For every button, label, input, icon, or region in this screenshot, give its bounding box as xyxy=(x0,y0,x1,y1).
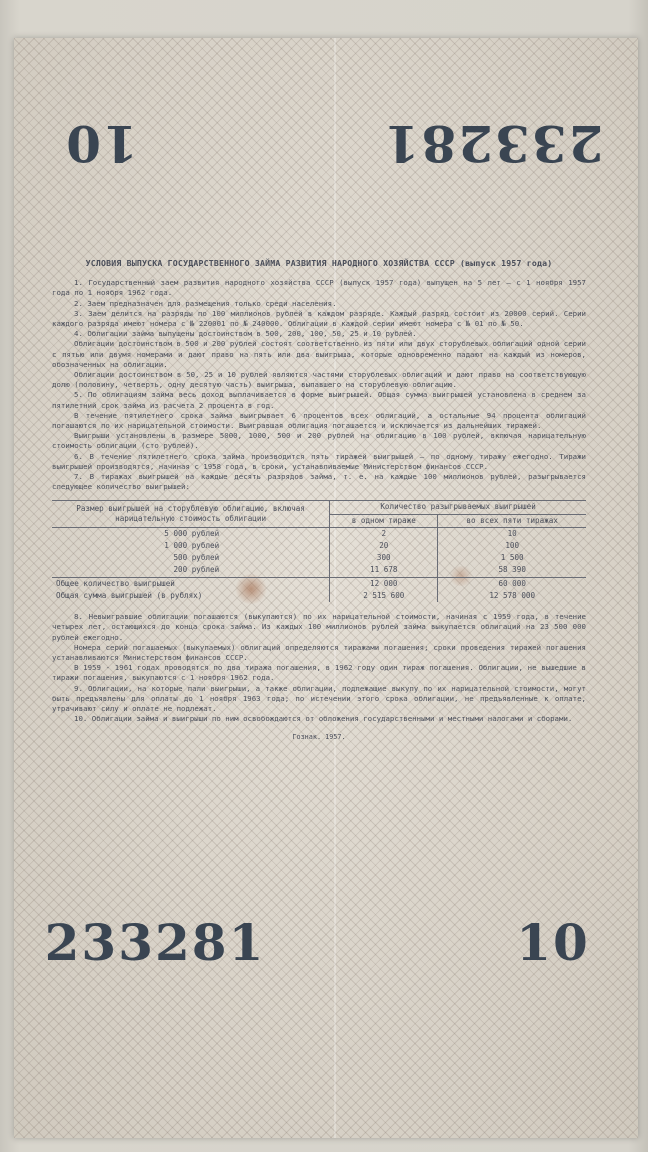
row-one-draw: 300 xyxy=(330,552,438,564)
conditions-title: УСЛОВИЯ ВЫПУСКА ГОСУДАРСТВЕННОГО ЗАЙМА РАЗВИТИЯ НАРОДНОГО ХОЗЯЙСТВА СССР (выпуск 1957 года) xyxy=(85,258,553,268)
conditions-text xyxy=(52,258,586,743)
paragraph: Облигации достоинством в 500 и 200 рублей состоят соответственно из пяти или двух сторублевых облигаций одной серии с пятью или двумя номерами и дают право на пять или два выигрыша, которые одновременно падают на каждый из номеров, обозначенных на облигации. xyxy=(52,339,586,369)
paragraph: 9. Облигации, на которые пали выигрыши, а также облигации, подлежащие выкупу по их нарицательной стоимости, могут быть предъявлены для оплаты до 1 ноября 1963 года; по истечении этого срока облигации, не предъявленные к оплате, утрачивают силу и оплате не подлежат. xyxy=(52,683,586,713)
column-header-one-draw: в одном тираже xyxy=(330,514,438,527)
paragraph: Выигрыши установлены в размере 5000, 1000, 500 и 200 рублей на облигацию в 100 рублей, включая нарицательную стоимость облигации (сто рублей). xyxy=(52,431,586,451)
table-total-row xyxy=(52,577,586,590)
row-one-draw: 20 xyxy=(330,540,438,552)
serial-number-bottom: 233281 xyxy=(44,913,266,972)
row-all-draws: 10 xyxy=(438,527,586,540)
paragraph: 3. Заем делится на разряды по 100 миллионов рублей в каждом разряде. Каждый разряд состоит из 20000 серий. Серии каждого разряда имеют номера с № 220001 по № 240000. Облигации в каждой серии имеют номера с № 01 по № 50. xyxy=(52,308,586,329)
total-count-one: 12 000 xyxy=(330,577,438,590)
printer-imprint: Гознак. 1957. xyxy=(292,733,346,742)
table-row xyxy=(52,552,586,564)
paragraph: 7. В тиражах выигрышей на каждые десять разрядов займа, т. е. на каждые 100 миллионов рублей, разыгрывается следующее количество выигрышей: xyxy=(52,472,586,492)
paragraph: 10. Облигации займа и выигрыши по ним освобождаются от обложения государственными и местными налогами и сборами. xyxy=(74,714,573,724)
row-label: 5 000 рублей xyxy=(52,527,330,540)
paragraph: 5. По облигациям займа весь доход выплачивается в форме выигрышей. Общая сумма выигрышей установлена в среднем за пятилетний срок займа из расчета 2 процента в год. xyxy=(52,390,586,410)
paragraph: 8. Невыигравшие облигации погашаются (выкупаются) по их нарицательной стоимости, начиная с 1959 года, в течение четырех лет, остающихся до конца срока займа. Из каждых 100 миллионов рублей займа выкупается облигаций на 23 500 000 рублей ежегодно. xyxy=(52,612,586,642)
row-label: 1 000 рублей xyxy=(164,541,220,551)
row-one-draw: 11 678 xyxy=(330,564,438,577)
row-one-draw: 2 xyxy=(330,527,438,540)
total-count-label: Общее количество выигрышей xyxy=(52,577,330,590)
row-label: 200 рублей xyxy=(173,565,220,575)
column-header-count: Количество разыгрываемых выигрышей xyxy=(330,501,586,514)
row-all-draws: 58 390 xyxy=(438,564,586,577)
total-sum-one: 2 515 600 xyxy=(330,590,438,602)
paragraph: Облигации достоинством в 50, 25 и 10 рублей являются частями сторублевых облигаций и дают право на соответствующую долю (половину, четверть, одну десятую часть) выигрыша, выпавшего на сторублевую облигацию. xyxy=(52,370,586,390)
paragraph: 1. Государственный заем развития народного хозяйства СССР (выпуск 1957 года) выпущен на 5 лет — с 1 ноября 1957 года по 1 ноября 1962 года. xyxy=(52,278,586,298)
paragraph: 4. Облигации займа выпущены достоинством в 500, 200, 100, 50, 25 и 10 рублей. xyxy=(74,329,417,339)
paragraph: 2. Заем предназначен для размещения только среди населения. xyxy=(74,298,337,308)
table-row xyxy=(52,527,586,540)
total-sum-label: Общая сумма выигрышей (в рублях) xyxy=(56,590,203,600)
serial-number-top: 233281 xyxy=(382,114,604,173)
table-total-row xyxy=(52,590,586,602)
table-row xyxy=(52,540,586,552)
row-all-draws: 100 xyxy=(438,540,586,552)
paragraph: В 1959 - 1961 годах проводятся по два тиража погашения, в 1962 году один тираж погашения. Облигации, не вышедшие в тиражи погашения, выкупаются с 1 ноября 1962 года. xyxy=(52,663,586,683)
paragraph: Номера серий погашаемых (выкупаемых) облигаций определяются тиражами погашения; сроки проведения тиражей погашения устанавливаются Министерством финансов СССР. xyxy=(52,642,586,662)
column-header-all-draws: во всех пяти тиражах xyxy=(438,514,586,527)
total-count-all: 60 000 xyxy=(438,577,586,590)
total-sum-all: 12 578 000 xyxy=(438,590,586,602)
row-label: 500 рублей xyxy=(173,553,220,563)
denomination-bottom: 10 xyxy=(516,913,590,972)
paragraph: 6. В течение пятилетнего срока займа производится пять тиражей выигрышей — по одному тиражу ежегодно. Тиражи выигрышей производятся, начиная с 1958 года, в сроки, устанавливаемые Министерством финансов СССР. xyxy=(52,451,586,471)
prize-table xyxy=(52,500,586,602)
paragraph: В течение пятилетнего срока займа выигрывает 6 процентов всех облигаций, а остальные 94 процента облигаций погашаются по их нарицательной стоимости. Выигравшая облигация погашается и исключается из дальнейших тиражей. xyxy=(52,410,586,431)
column-header-prize-size: Размер выигрышей на сторублевую облигацию, включая нарицательную стоимость облигации xyxy=(52,501,330,527)
table-row xyxy=(52,564,586,577)
table-header-row xyxy=(52,501,586,514)
row-all-draws: 1 500 xyxy=(438,552,586,564)
denomination-top: 10 xyxy=(64,114,138,173)
